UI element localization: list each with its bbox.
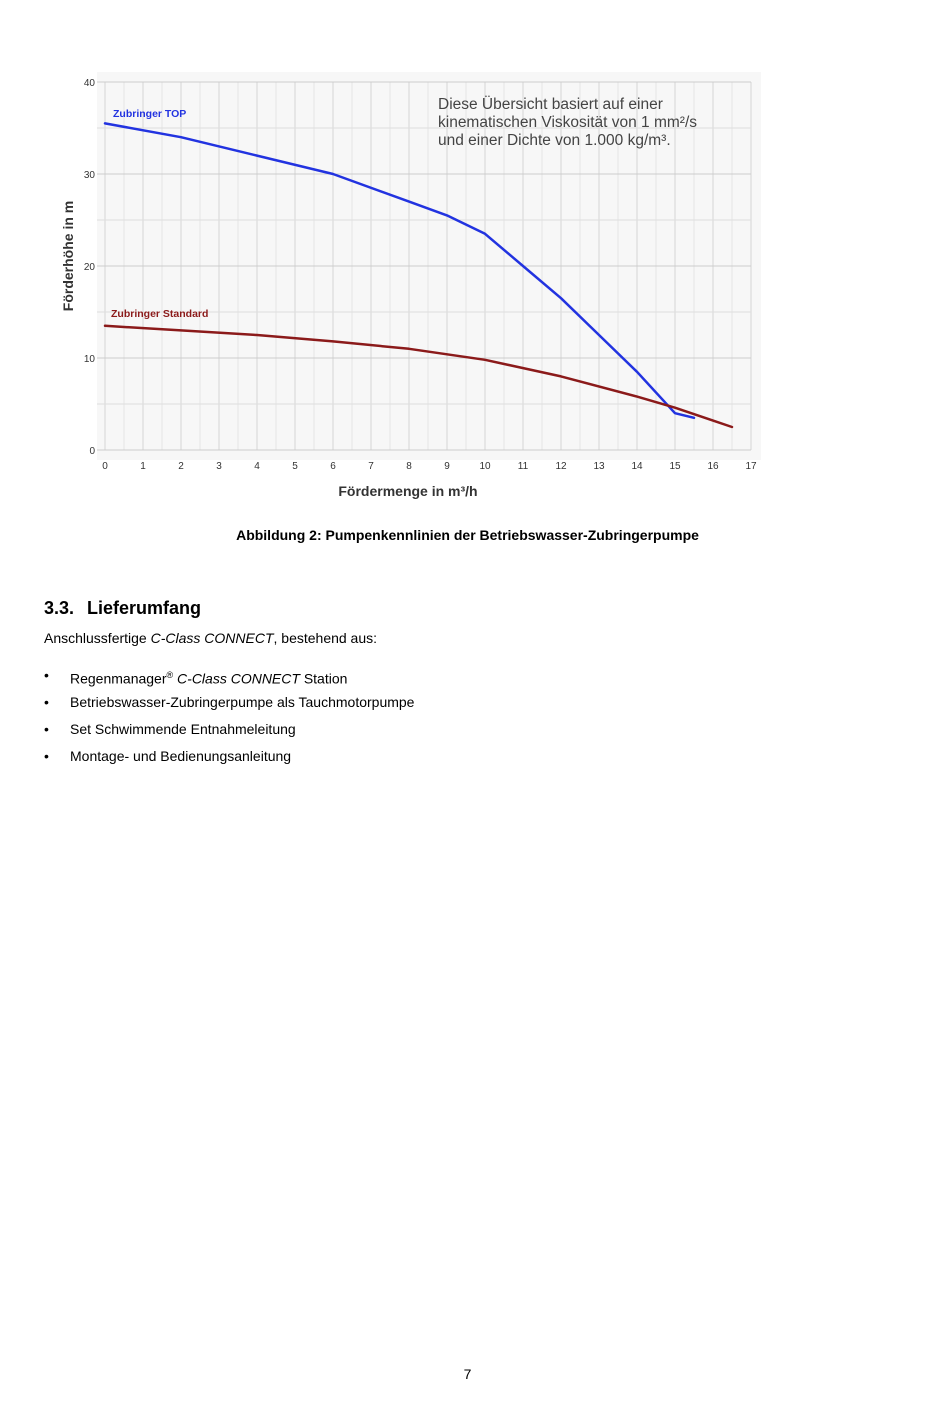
list-item (44, 718, 414, 745)
x-tick-label: 5 (292, 461, 298, 472)
x-tick-label: 7 (368, 461, 374, 472)
intro-prefix: Anschlussfertige (44, 630, 151, 646)
x-tick-label: 8 (406, 461, 412, 472)
x-tick-label: 6 (330, 461, 336, 472)
y-tick-label: 30 (83, 170, 95, 181)
bullet-icon: • (44, 748, 49, 764)
chart-annotation-line: Diese Übersicht basiert auf einer (438, 96, 663, 113)
intro-product: C-Class CONNECT (150, 630, 274, 646)
section-number: 3.3. (44, 598, 75, 618)
chart-annotation-line: kinematischen Viskosität von 1 mm²/s (438, 114, 698, 131)
x-tick-label: 0 (102, 461, 108, 472)
x-tick-label: 2 (178, 461, 184, 472)
section-heading (44, 598, 201, 619)
page-number: 7 (463, 1366, 472, 1382)
list-item (44, 745, 414, 772)
bullet-icon: • (44, 667, 49, 683)
pump-curve-chart (47, 67, 773, 510)
chart-annotation-line: und einer Dichte von 1.000 kg/m³. (438, 132, 671, 149)
y-tick-label: 10 (83, 354, 95, 365)
item-text: Set Schwimmende Entnahmeleitung (70, 721, 296, 737)
list-item (44, 664, 414, 691)
x-tick-label: 16 (707, 461, 719, 472)
x-tick-label: 1 (140, 461, 146, 472)
item-brand: Regenmanager (70, 670, 167, 687)
x-tick-label: 9 (444, 461, 450, 472)
y-tick-label: 0 (89, 446, 95, 457)
x-tick-label: 13 (593, 461, 605, 472)
x-tick-label: 15 (669, 461, 681, 472)
intro-paragraph (44, 630, 377, 646)
y-axis-label: Förderhöhe in m (60, 200, 76, 312)
item-product: C-Class CONNECT (177, 670, 300, 687)
item-rest: Station (299, 670, 348, 687)
x-tick-label: 17 (745, 461, 757, 472)
figure-caption: Abbildung 2: Pumpenkennlinien der Betriebswasser-Zubringerpumpe (236, 527, 699, 543)
x-tick-label: 14 (631, 461, 643, 472)
x-tick-label: 3 (216, 461, 222, 472)
bullet-icon: • (44, 721, 49, 737)
y-tick-label: 40 (83, 78, 95, 89)
x-tick-label: 11 (517, 461, 529, 472)
registered-mark: ® (166, 670, 174, 680)
x-axis-label: Fördermenge in m³/h (338, 483, 478, 499)
x-tick-label: 10 (479, 461, 491, 472)
series-label: Zubringer TOP (113, 108, 187, 120)
delivery-list (44, 664, 414, 772)
list-item (44, 691, 414, 718)
section-title-text: Lieferumfang (87, 598, 202, 618)
item-text: Montage- und Bedienungsanleitung (70, 748, 292, 764)
x-tick-label: 12 (555, 461, 567, 472)
chart-svg (47, 67, 773, 510)
x-tick-label: 4 (254, 461, 260, 472)
bullet-icon: • (44, 694, 49, 710)
series-label: Zubringer Standard (111, 308, 209, 320)
intro-suffix: , bestehend aus: (273, 630, 378, 646)
item-text: Betriebswasser-Zubringerpumpe als Tauchmotorpumpe (70, 694, 415, 710)
y-tick-label: 20 (83, 262, 95, 273)
